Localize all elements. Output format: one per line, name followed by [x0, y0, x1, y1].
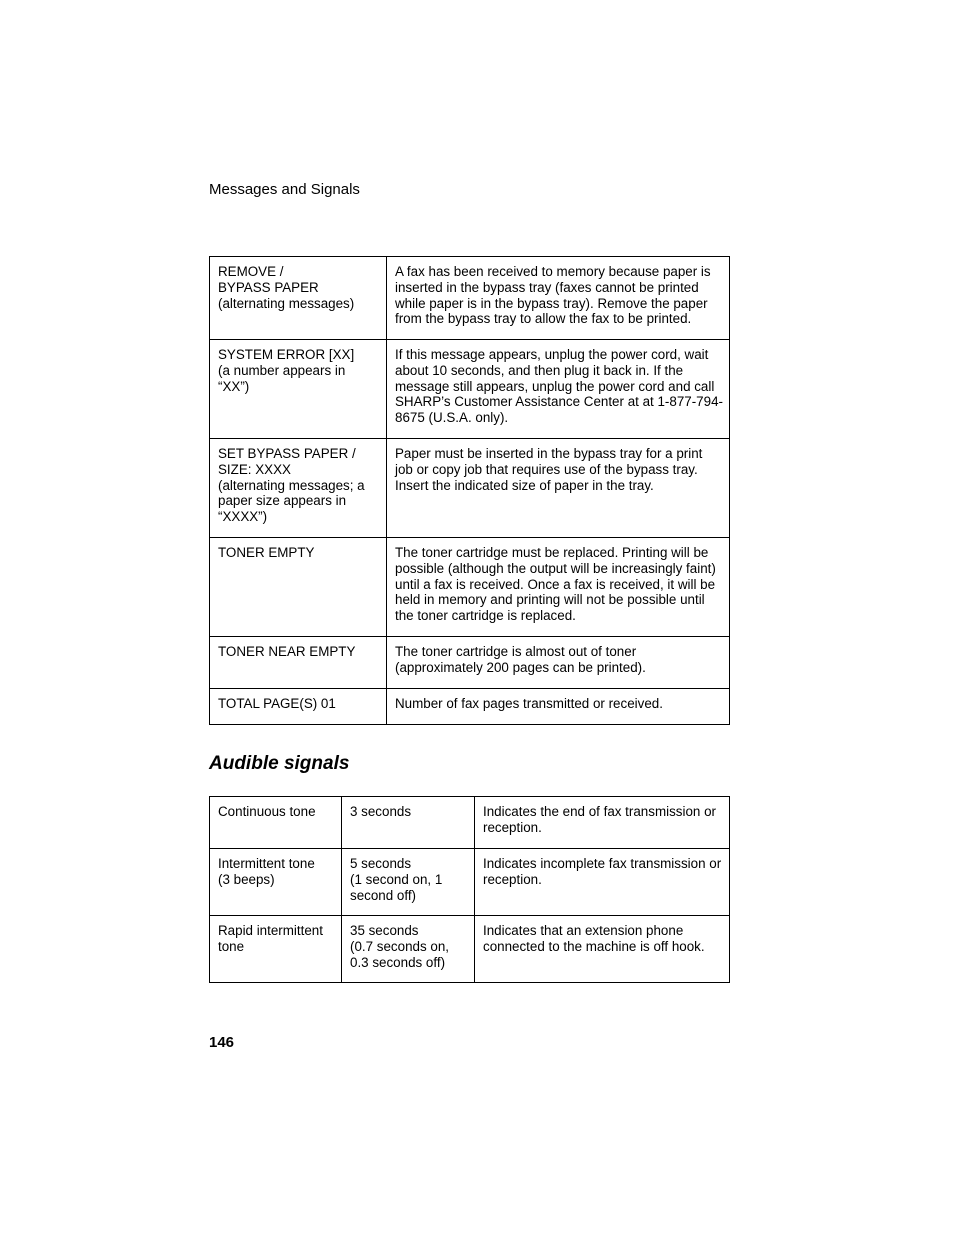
table-row	[210, 538, 730, 637]
table-row	[210, 916, 730, 983]
messages-table	[209, 256, 730, 725]
table-row	[210, 257, 730, 340]
message-cell: SYSTEM ERROR [XX] (a number appears in “XX”)	[210, 340, 387, 439]
table-row	[210, 340, 730, 439]
page-number: 146	[209, 1034, 235, 1051]
table-row	[210, 849, 730, 916]
signal-cell: Continuous tone	[210, 797, 342, 849]
duration-cell: 3 seconds	[342, 797, 475, 849]
table-row	[210, 439, 730, 538]
section-heading: Audible signals	[209, 753, 350, 774]
meaning-cell: Indicates incomplete fax transmission or reception.	[475, 849, 730, 916]
table-row	[210, 689, 730, 725]
meaning-cell: Indicates the end of fax transmission or reception.	[475, 797, 730, 849]
description-cell: Number of fax pages transmitted or received.	[387, 689, 730, 725]
message-cell: TOTAL PAGE(S) 01	[210, 689, 387, 725]
description-cell: A fax has been received to memory because paper is inserted in the bypass tray (faxes cannot be printed while paper is in the bypass tray). Remove the paper from the bypass tray to allow the fax to be printed.	[387, 257, 730, 340]
message-cell: TONER NEAR EMPTY	[210, 637, 387, 689]
description-cell: Paper must be inserted in the bypass tray for a print job or copy job that requires use of the bypass tray. Insert the indicated size of paper in the tray.	[387, 439, 730, 538]
signal-cell: Rapid intermittent tone	[210, 916, 342, 983]
meaning-cell: Indicates that an extension phone connected to the machine is off hook.	[475, 916, 730, 983]
duration-cell: 35 seconds (0.7 seconds on, 0.3 seconds off)	[342, 916, 475, 983]
table-row	[210, 637, 730, 689]
duration-cell: 5 seconds (1 second on, 1 second off)	[342, 849, 475, 916]
description-cell: If this message appears, unplug the power cord, wait about 10 seconds, and then plug it back in. If the message still appears, unplug the power cord and call SHARP’s Customer Assistance Center at at 1-877-794-8675 (U.S.A. only).	[387, 340, 730, 439]
description-cell: The toner cartridge is almost out of toner (approximately 200 pages can be printed).	[387, 637, 730, 689]
message-cell: REMOVE / BYPASS PAPER (alternating messages)	[210, 257, 387, 340]
table-row	[210, 797, 730, 849]
signal-cell: Intermittent tone (3 beeps)	[210, 849, 342, 916]
message-cell: SET BYPASS PAPER / SIZE: XXXX (alternating messages; a paper size appears in “XXXX”)	[210, 439, 387, 538]
running-header: Messages and Signals	[209, 181, 360, 198]
audible-signals-table	[209, 796, 730, 983]
description-cell: The toner cartridge must be replaced. Printing will be possible (although the output will be increasingly faint) until a fax is received. Once a fax is received, it will be held in memory and printing will not be possible until the toner cartridge is replaced.	[387, 538, 730, 637]
message-cell: TONER EMPTY	[210, 538, 387, 637]
